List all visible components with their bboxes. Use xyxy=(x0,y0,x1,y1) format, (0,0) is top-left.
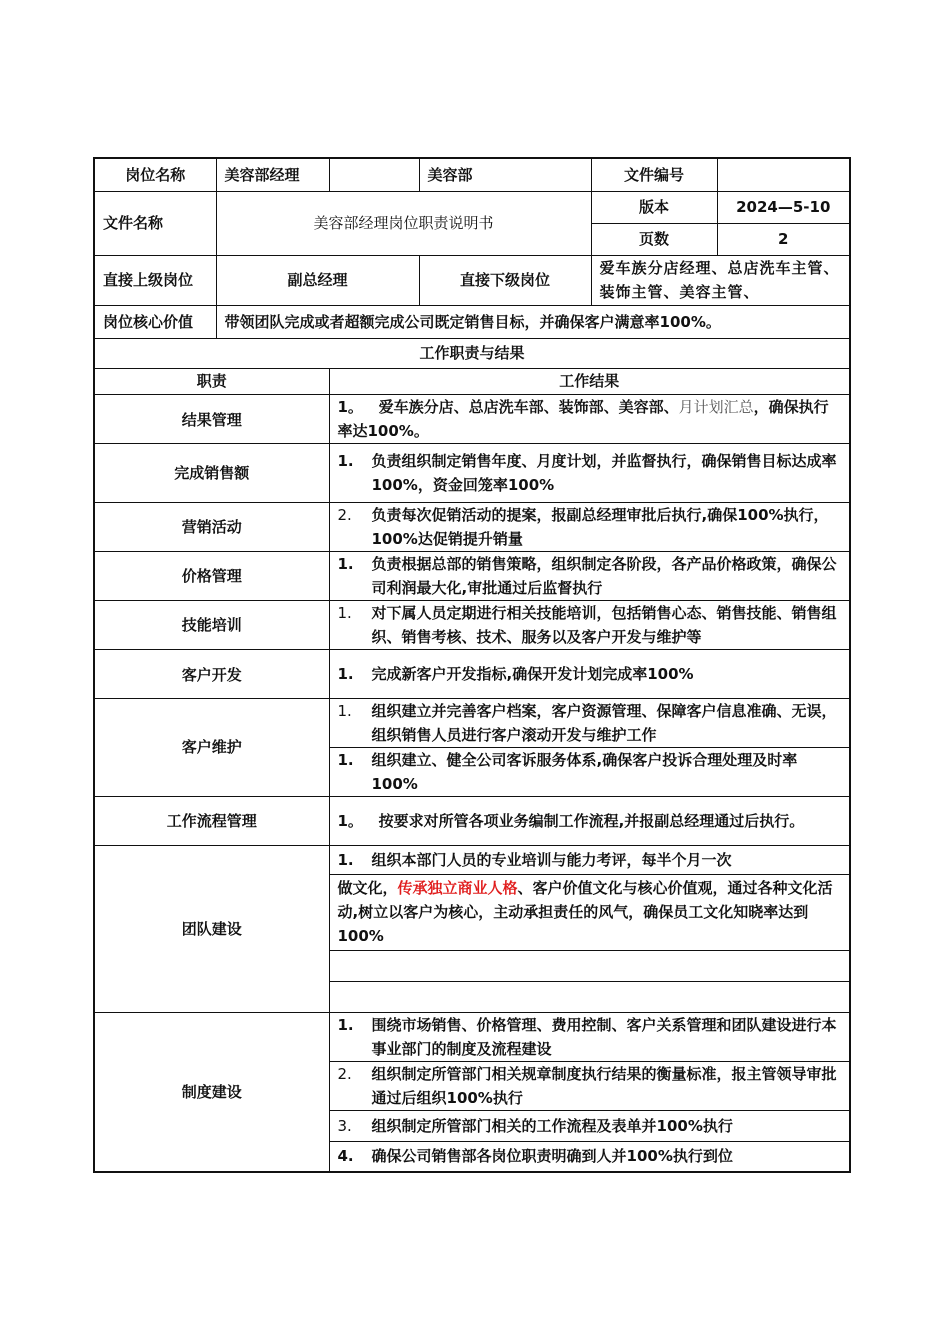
duty-result xyxy=(329,698,850,747)
duty-row-customer-dev xyxy=(94,649,850,698)
duty-row-workflow xyxy=(94,796,850,845)
result-text: 做文化， xyxy=(337,879,398,897)
empty-cell xyxy=(329,950,850,981)
duty-result xyxy=(329,394,850,443)
item-number: 2. xyxy=(337,505,352,524)
result-text: 围绕市场销售、价格管理、费用控制、客户关系管理和团队建设进行本事业部门的制度及流程建设 xyxy=(371,1015,837,1058)
superior-label: 直接上级岗位 xyxy=(94,255,216,305)
result-text: 确保公司销售部各岗位职责明确到人并100%执行到位 xyxy=(371,1147,733,1166)
duty-name: 客户开发 xyxy=(94,649,329,698)
duty-result xyxy=(329,551,850,600)
duty-result xyxy=(329,874,850,950)
item-number: 1. xyxy=(337,701,352,720)
blank-cell xyxy=(329,158,419,191)
item-number: 1. xyxy=(337,554,354,573)
duty-result xyxy=(329,649,850,698)
result-text-plain: 月计划汇总 xyxy=(678,397,754,416)
result-text: 负责组织制定销售年度、月度计划，并监督执行，确保销售目标达成率100%，资金回笼率100% xyxy=(371,451,837,494)
result-text: ，确保执行率达100%。 xyxy=(337,397,829,440)
duty-row-training xyxy=(94,600,850,649)
post-name-label: 岗位名称 xyxy=(94,158,216,191)
item-number: 1. xyxy=(337,603,352,622)
result-text: 负责根据总部的销售策略，组织制定各阶段，各产品价格政策，确保公司利润最大化,审批通过后监督执行 xyxy=(371,554,837,597)
superior-value: 副总经理 xyxy=(216,255,419,305)
result-text: 、客户价值文化与核心价值观，通过各种文化活动,树立以客户为核心，主动承担责任的风气，确保员工文化知晓率达到100% xyxy=(337,879,833,945)
result-text: 组织制定所管部门相关规章制度执行结果的衡量标准，报主管领导审批通过后组织100%执行 xyxy=(371,1064,837,1107)
core-value-label: 岗位核心价值 xyxy=(94,305,216,338)
job-description-table xyxy=(93,157,851,1173)
duty-result xyxy=(329,443,850,502)
duty-row-result-mgmt xyxy=(94,394,850,443)
item-number: 1。 xyxy=(337,397,363,416)
result-text: 组织本部门人员的专业培训与能力考评，每半个月一次 xyxy=(371,850,732,869)
result-text: 对下属人员定期进行相关技能培训，包括销售心态、销售技能、销售组织、销售考核、技术、服务以及客户开发与维护等 xyxy=(371,603,837,646)
item-number: 4. xyxy=(337,1147,354,1166)
item-number: 2. xyxy=(337,1064,352,1083)
pages-label: 页数 xyxy=(591,223,717,255)
duty-row-customer-care xyxy=(94,698,850,747)
item-number: 1. xyxy=(337,850,354,869)
subordinate-value: 爱车族分店经理、总店洗车主管、装饰主管、美容主管、 xyxy=(591,255,850,305)
duty-result xyxy=(329,502,850,551)
duty-result xyxy=(329,600,850,649)
duty-row-team xyxy=(94,845,850,874)
duty-name: 客户维护 xyxy=(94,698,329,796)
item-number: 3. xyxy=(337,1116,352,1135)
result-text: 负责每次促销活动的提案，报副总经理审批后执行,确保100%执行，100%达促销提升销量 xyxy=(371,505,829,548)
result-text: 爱车族分店、总店洗车部、装饰部、美容部、 xyxy=(378,397,679,416)
duty-name: 结果管理 xyxy=(94,394,329,443)
header-row-superior xyxy=(94,255,850,305)
result-text: 组织制定所管部门相关的工作流程及表单并100%执行 xyxy=(371,1116,733,1135)
duty-name: 完成销售额 xyxy=(94,443,329,502)
result-text: 完成新客户开发指标,确保开发计划完成率100% xyxy=(371,664,694,683)
result-text-highlight: 传承独立商业人格 xyxy=(397,879,518,897)
file-name-label: 文件名称 xyxy=(94,191,216,255)
duty-result xyxy=(329,1110,850,1141)
duty-name: 营销活动 xyxy=(94,502,329,551)
duty-result xyxy=(329,1141,850,1172)
duty-row-pricing xyxy=(94,551,850,600)
duty-result xyxy=(329,747,850,796)
header-row-file xyxy=(94,191,850,223)
duty-row-marketing xyxy=(94,502,850,551)
result-text: 组织建立并完善客户档案，客户资源管理、保障客户信息准确、无误，组织销售人员进行客户滚动开发与维护工作 xyxy=(371,701,837,744)
item-number: 1. xyxy=(337,1015,354,1034)
item-number: 1。 xyxy=(337,811,363,830)
result-text: 组织建立、健全公司客诉服务体系,确保客户投诉合理处理及时率100% xyxy=(371,750,798,793)
duty-row-system xyxy=(94,1012,850,1061)
subordinate-label: 直接下级岗位 xyxy=(419,255,591,305)
duty-result xyxy=(329,1061,850,1110)
column-header-result: 工作结果 xyxy=(329,368,850,394)
duty-result xyxy=(329,796,850,845)
department-value: 美容部 xyxy=(419,158,591,191)
section-title: 工作职责与结果 xyxy=(94,338,850,368)
duty-row-sales xyxy=(94,443,850,502)
file-number-value xyxy=(717,158,850,191)
result-text: 按要求对所管各项业务编制工作流程,并报副总经理通过后执行。 xyxy=(378,811,805,830)
version-label: 版本 xyxy=(591,191,717,223)
item-number: 1. xyxy=(337,750,354,769)
core-value-text: 带领团队完成或者超额完成公司既定销售目标，并确保客户满意率100%。 xyxy=(216,305,850,338)
duty-name: 技能培训 xyxy=(94,600,329,649)
duty-name: 工作流程管理 xyxy=(94,796,329,845)
item-number: 1. xyxy=(337,664,354,683)
header-row-post xyxy=(94,158,850,191)
duty-name: 价格管理 xyxy=(94,551,329,600)
duty-name: 团队建设 xyxy=(94,845,329,1012)
post-name-value: 美容部经理 xyxy=(216,158,329,191)
file-name-value: 美容部经理岗位职责说明书 xyxy=(216,191,591,255)
pages-value: 2 xyxy=(717,223,850,255)
file-number-label: 文件编号 xyxy=(591,158,717,191)
section-title-row xyxy=(94,338,850,368)
empty-cell xyxy=(329,981,850,1012)
duty-name: 制度建设 xyxy=(94,1012,329,1172)
column-header-duty: 职责 xyxy=(94,368,329,394)
header-row-core-value xyxy=(94,305,850,338)
duty-result xyxy=(329,845,850,874)
column-header-row xyxy=(94,368,850,394)
version-value: 2024—5-10 xyxy=(717,191,850,223)
item-number: 1. xyxy=(337,451,354,470)
duty-result xyxy=(329,1012,850,1061)
